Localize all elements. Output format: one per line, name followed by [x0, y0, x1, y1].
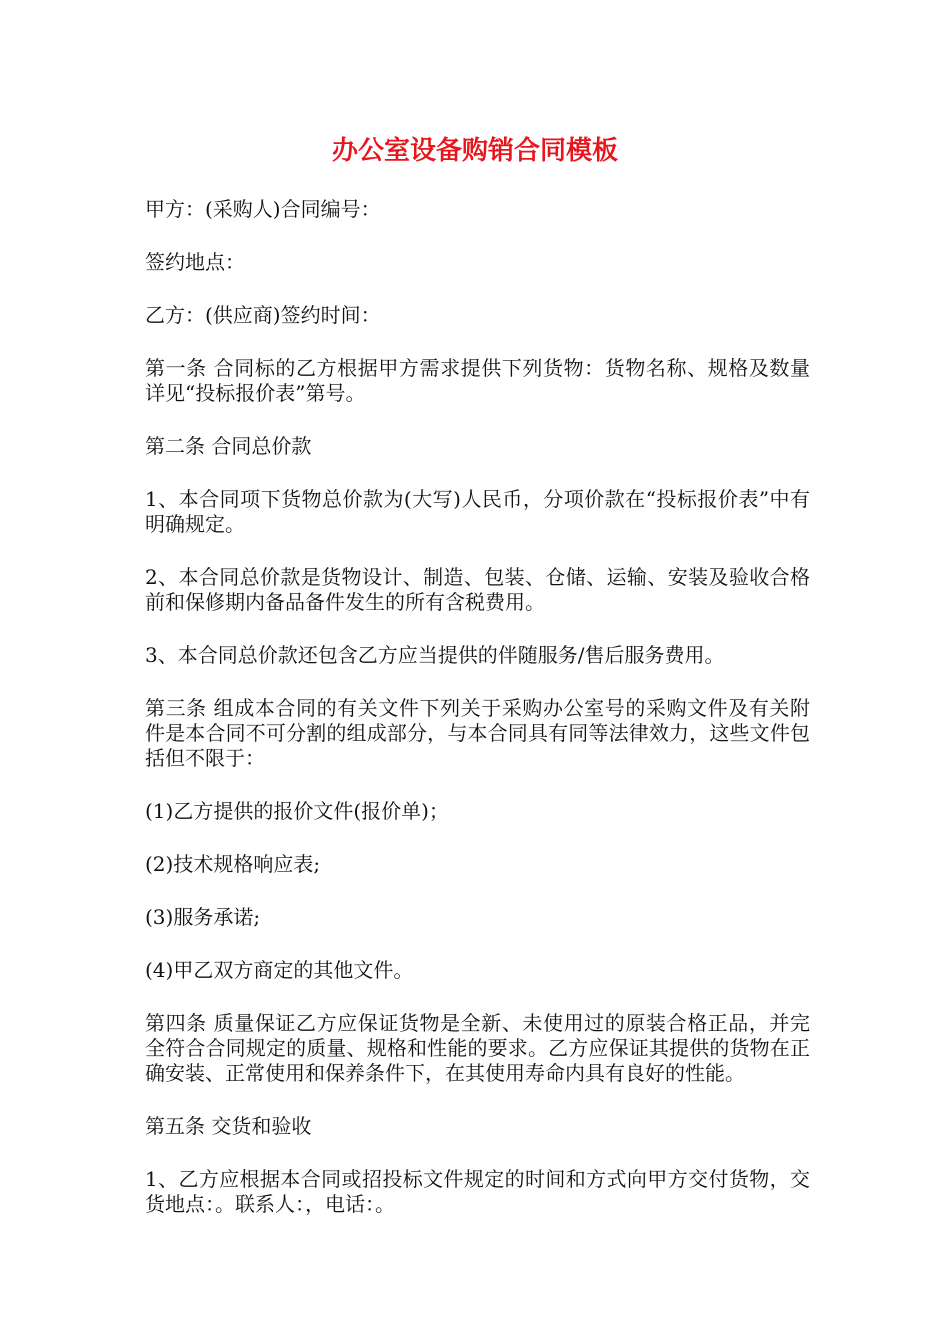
article-4: 第四条 质量保证乙方应保证货物是全新、未使用过的原装合格正品，并完全符合合同规定的质量、规格和性能的要求。乙方应保证其提供的货物在正确安装、正常使用和保养条件下，在其使用寿命内具有良好的性能。	[145, 1011, 810, 1085]
article-1: 第一条 合同标的乙方根据甲方需求提供下列货物：货物名称、规格及数量详见“投标报价表”第号。	[145, 356, 810, 405]
article-3-item-4: (4)甲乙双方商定的其他文件。	[145, 958, 414, 982]
document-body	[145, 197, 810, 1245]
party-a-line: 甲方：(采购人)合同编号：	[145, 197, 381, 221]
article-5-heading: 第五条 交货和验收	[145, 1114, 312, 1138]
article-3-item-2: (2)技术规格响应表;	[145, 852, 321, 876]
article-2-item-1: 1、本合同项下货物总价款为(大写)人民币，分项价款在“投标报价表”中有明确规定。	[145, 487, 810, 536]
article-2-item-3: 3、本合同总价款还包含乙方应当提供的伴随服务/售后服务费用。	[145, 643, 725, 667]
article-2-item-2: 2、本合同总价款是货物设计、制造、包装、仓储、运输、安装及验收合格前和保修期内备品备件发生的所有含税费用。	[145, 565, 810, 614]
article-3-item-1: (1)乙方提供的报价文件(报价单)；	[145, 799, 449, 823]
article-2-heading: 第二条 合同总价款	[145, 434, 312, 458]
article-3: 第三条 组成本合同的有关文件下列关于采购办公室号的采购文件及有关附件是本合同不可分割的组成部分，与本合同具有同等法律效力，这些文件包括但不限于：	[145, 696, 810, 770]
party-b-line: 乙方：(供应商)签约时间：	[145, 303, 381, 327]
signing-place-line: 签约地点：	[145, 250, 245, 274]
document-title: 办公室设备购销合同模板	[331, 136, 618, 166]
article-3-item-3: (3)服务承诺;	[145, 905, 261, 929]
article-5-item-1: 1、乙方应根据本合同或招投标文件规定的时间和方式向甲方交付货物，交货地点：。联系人：，电话：。	[145, 1167, 810, 1216]
